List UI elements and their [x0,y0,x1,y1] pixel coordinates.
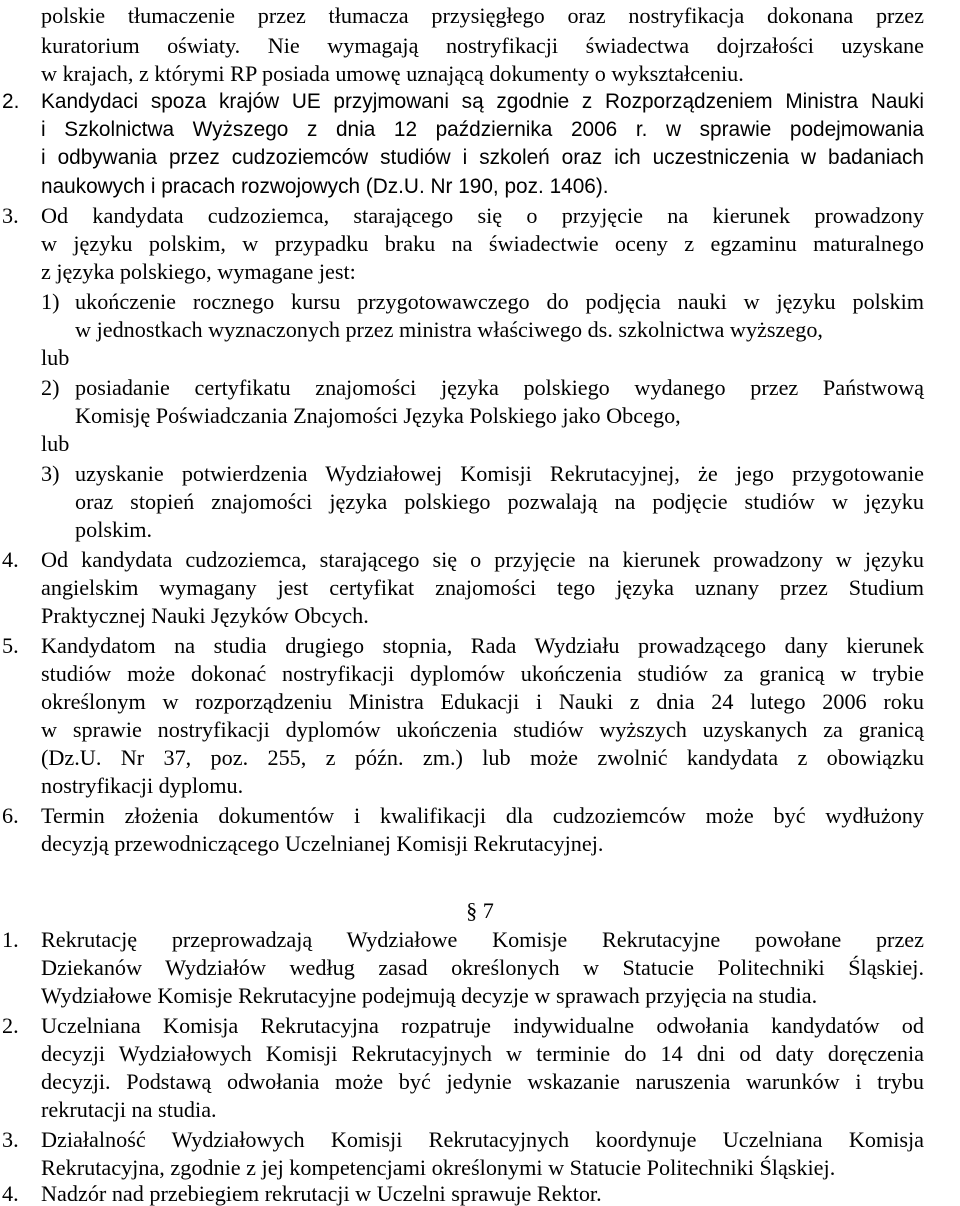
line-text: w języku polskim, w przypadku braku na świadectwie oceny z egzaminu maturalnego [41,231,924,256]
line-text: z języka polskiego, wymagane jest: [41,259,356,284]
line-text: Termin złożenia dokumentów i kwalifikacji dla cudzoziemców może być wydłużony [41,803,924,828]
line-text: naukowych i pracach rozwojowych (Dz.U. Nr 190, poz. 1406). [41,175,609,198]
text-line [41,1040,924,1068]
line-text: studiów może dokonać nostryfikacji dyplomów ukończenia studiów za granicą w trybie [41,661,924,686]
line-text: angielskim wymagany jest certyfikat znajomości tego języka uznany przez Studium [41,575,924,600]
item-number: 3. [2,203,19,228]
text-line [41,574,924,602]
line-text: Uczelniana Komisja Rekrutacyjna rozpatruje indywidualne odwołania kandydatów od [41,1013,924,1038]
text-line [75,516,924,544]
item-number: 2. [2,90,20,113]
line-text: w sprawie nostryfikacji dyplomów ukończenia studiów wyższych uzyskanych za granicą [41,717,924,742]
line-text: rekrutacji na studia. [41,1097,217,1122]
text-line [75,316,924,344]
line-text: uzyskanie potwierdzenia Wydziałowej Komisji Rekrutacyjnej, że jego przygotowanie [75,461,924,486]
text-line [2,1126,924,1154]
line-text: Wydziałowe Komisje Rekrutacyjne podejmują decyzje w sprawach przyjęcia na studia. [41,983,818,1008]
text-line [75,402,924,430]
line-text: Rekrutacyjna, zgodnie z jej kompetencjami określonymi w Statucie Politechniki Śląskiej. [41,1155,836,1180]
line-text: posiadanie certyfikatu znajomości języka polskiego wydanego przez Państwową [75,375,924,400]
line-text: decyzją przewodniczącego Uczelnianej Komisji Rekrutacyjnej. [41,831,604,856]
line-text: Praktycznej Nauki Języków Obcych. [41,603,369,628]
item-number: 2) [41,375,60,400]
line-text: ukończenie rocznego kursu przygotowawczego do podjęcia nauki w języku polskim [75,289,924,314]
line-text: kuratorium oświaty. Nie wymagają nostryfikacji świadectwa dojrzałości uzyskane [41,33,924,58]
item-number: 3. [2,1127,19,1152]
item-number: 4. [2,1181,19,1206]
line-text: lub [41,345,70,370]
text-line [41,1068,924,1096]
line-text: w krajach, z którymi RP posiada umowę uznającą dokumenty o wykształceniu. [41,61,744,86]
text-line [41,258,924,286]
text-line [41,954,924,982]
item-number: 6. [2,803,19,828]
line-text: Komisję Poświadczania Znajomości Języka Polskiego jako Obcego, [75,403,681,428]
text-line [41,344,924,372]
text-line [41,144,924,172]
line-text: określonym w rozporządzeniu Ministra Edukacji i Nauki z dnia 24 lutego 2006 roku [41,689,924,714]
text-line [2,202,924,230]
text-line [2,632,924,660]
item-number: 4. [2,547,19,572]
text-line [2,926,924,954]
line-text: Nadzór nad przebiegiem rekrutacji w Uczelni sprawuje Rektor. [41,1181,602,1206]
text-line [41,660,924,688]
text-line [41,230,924,258]
line-text: Od kandydata cudzoziemca, starającego się o przyjęcie na kierunek prowadzony w języku [41,547,924,572]
item-number: 1. [2,927,19,952]
line-text: (Dz.U. Nr 37, poz. 255, z późn. zm.) lub może zwolnić kandydata z obowiązku [41,745,924,770]
text-line [2,1180,924,1206]
text-line [41,772,924,800]
line-text: Dziekanów Wydziałów według zasad określonych w Statucie Politechniki Śląskiej. [41,955,924,980]
line-text: Rekrutację przeprowadzają Wydziałowe Komisje Rekrutacyjne powołane przez [41,927,924,952]
text-line [2,1012,924,1040]
line-text: polskim. [75,517,153,542]
line-text: Kandydatom na studia drugiego stopnia, Rada Wydziału prowadzącego dany kierunek [41,633,924,658]
line-text: Kandydaci spoza krajów UE przyjmowani są zgodnie z Rozporządzeniem Ministra Nauki [41,90,924,113]
text-line [41,32,924,60]
item-number: 3) [41,461,60,486]
text-line [41,602,924,630]
text-line [41,374,924,402]
line-text: polskie tłumaczenie przez tłumacza przysięgłego oraz nostryfikacja dokonana przez [41,3,924,28]
line-text: w jednostkach wyznaczonych przez ministra właściwego ds. szkolnictwa wyższego, [75,317,823,342]
item-number: 1) [41,289,60,314]
line-text: lub [41,431,70,456]
line-text: i odbywania przez cudzoziemców studiów i szkoleń oraz ich uczestniczenia w badaniach [41,146,924,169]
item-number: 5. [2,633,19,658]
text-line [41,982,924,1010]
text-line [75,488,924,516]
text-line [41,2,924,30]
line-text: decyzji. Podstawą odwołania może być jedynie wskazanie naruszenia warunków i trybu [41,1069,924,1094]
section-heading: § 7 [466,898,494,923]
text-line [41,60,924,88]
text-line [2,546,924,574]
line-text: Działalność Wydziałowych Komisji Rekrutacyjnych koordynuje Uczelniana Komisja [41,1127,924,1152]
line-text: oraz stopień znajomości języka polskiego pozwalają na podjęcie studiów w języku [75,489,924,514]
text-line [41,172,924,200]
line-text: i Szkolnictwa Wyższego z dnia 12 października 2006 r. w sprawie podejmowania [41,118,924,141]
text-line [41,288,924,316]
line-text: decyzji Wydziałowych Komisji Rekrutacyjnych w terminie do 14 dni od daty doręczenia [41,1041,924,1066]
item-number: 2. [2,1013,19,1038]
text-line [41,688,924,716]
line-text: nostryfikacji dyplomu. [41,773,244,798]
text-line [41,716,924,744]
text-line [41,1096,924,1124]
line-text: Od kandydata cudzoziemca, starającego się o przyjęcie na kierunek prowadzony [41,203,924,228]
text-line [41,744,924,772]
text-line [41,1154,924,1182]
text-line [2,802,924,830]
text-line [41,460,924,488]
text-line [41,830,924,858]
text-line [2,88,924,116]
text-line [41,430,924,458]
text-line [41,116,924,144]
